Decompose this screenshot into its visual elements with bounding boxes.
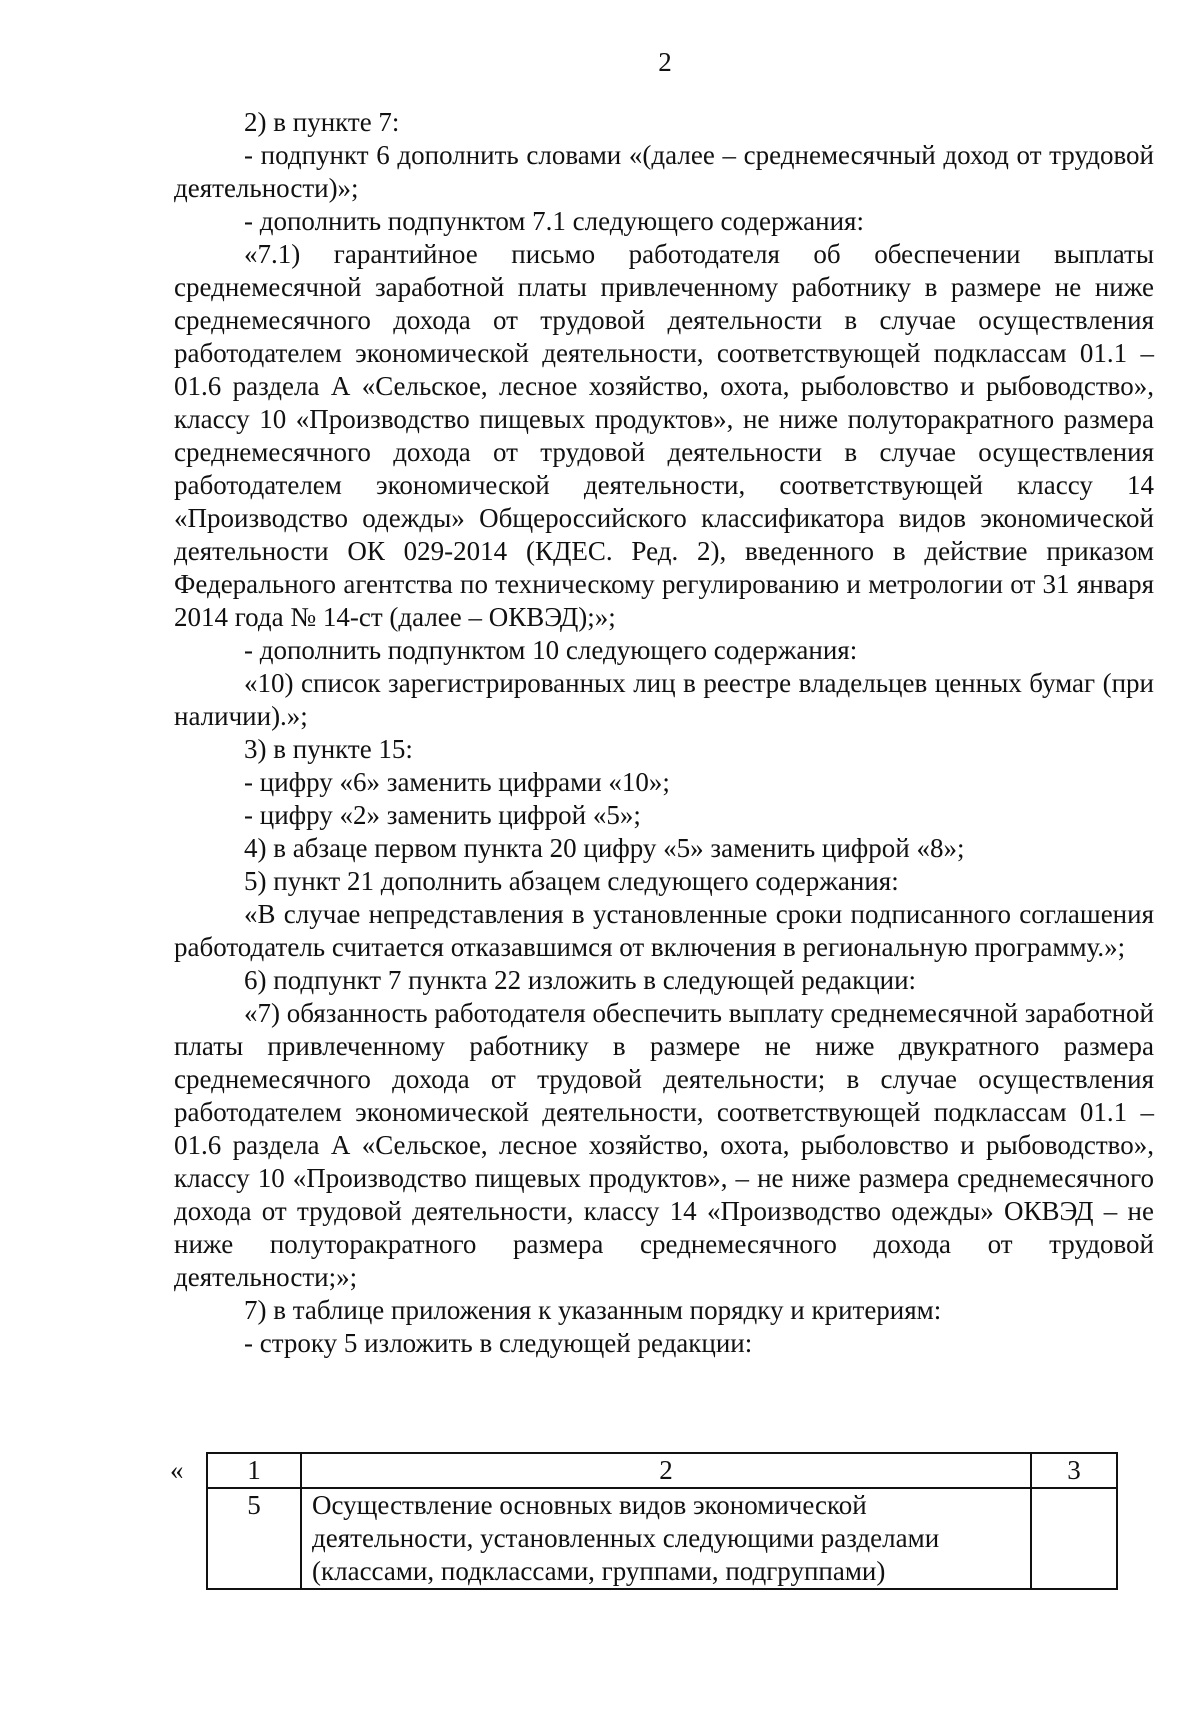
row-empty-cell — [1031, 1488, 1117, 1589]
paragraph: 6) подпункт 7 пункта 22 изложить в следующей редакции: — [244, 965, 917, 995]
document-body — [174, 106, 1154, 1360]
paragraph: - подпункт 6 дополнить словами «(далее – среднемесячный доход от трудовой деятельности)»; — [174, 140, 1154, 203]
row-text-line: деятельности, установленных следующими разделами — [312, 1523, 940, 1553]
paragraph: 4) в абзаце первом пункта 20 цифру «5» заменить цифрой «8»; — [244, 833, 965, 863]
page-number: 2 — [658, 47, 672, 77]
table-header-row — [207, 1453, 1117, 1488]
paragraph: 2) в пункте 7: — [244, 107, 400, 137]
table-row — [207, 1488, 1117, 1589]
paragraph: - цифру «2» заменить цифрой «5»; — [244, 800, 641, 830]
row-text-line: Осуществление основных видов экономической — [312, 1490, 867, 1520]
table-header-cell: 1 — [207, 1453, 301, 1488]
appendix-table — [206, 1452, 1118, 1590]
paragraph: - цифру «6» заменить цифрами «10»; — [244, 767, 670, 797]
table-open-quote: « — [170, 1455, 184, 1485]
paragraph: - дополнить подпунктом 10 следующего содержания: — [244, 635, 858, 665]
paragraph: 7) в таблице приложения к указанным порядку и критериям: — [244, 1295, 942, 1325]
table-header-cell: 2 — [301, 1453, 1031, 1488]
paragraph: «7.1) гарантийное письмо работодателя об обеспечении выплаты среднемесячной заработной платы привлеченному работнику в размере не ниже среднемесячного дохода от трудовой деятельности в случае осуществления работодателем экономической деятельности, соответствующей подклассам 01.1 – 01.6 раздела А «Сельское, лесное хозяйство, охота, рыболовство и рыбоводство», классу 10 «Производство пищевых продуктов», не ниже полуторакратного размера среднемесячного дохода от трудовой деятельности в случае осуществления работодателем экономической деятельности, соответствующей классу 14 «Производство одежды» Общероссийского классификатора видов экономической деятельности ОК 029-2014 (КДЕС. Ред. 2), введенного в действие приказом Федерального агентства по техническому регулированию и метрологии от 31 января 2014 года № 14-ст (далее – ОКВЭД);»; — [174, 239, 1154, 632]
paragraph: 5) пункт 21 дополнить абзацем следующего содержания: — [244, 866, 899, 896]
row-text-cell — [301, 1488, 1031, 1589]
row-text-line: (классами, подклассами, группами, подгруппами) — [312, 1556, 886, 1586]
paragraph: «В случае непредставления в установленные сроки подписанного соглашения работодатель считается отказавшимся от включения в региональную программу.»; — [174, 899, 1154, 962]
paragraph: 3) в пункте 15: — [244, 734, 413, 764]
paragraph: - дополнить подпунктом 7.1 следующего содержания: — [244, 206, 864, 236]
table-header-cell: 3 — [1031, 1453, 1117, 1488]
paragraph: «10) список зарегистрированных лиц в реестре владельцев ценных бумаг (при наличии).»; — [174, 668, 1154, 731]
row-number-cell: 5 — [207, 1488, 301, 1589]
paragraph: «7) обязанность работодателя обеспечить выплату среднемесячной заработной платы привлеченному работнику в размере не ниже двукратного размера среднемесячного дохода от трудовой деятельности; в случае осуществления работодателем экономической деятельности, соответствующей подклассам 01.1 – 01.6 раздела А «Сельское, лесное хозяйство, охота, рыболовство и рыбоводство», классу 10 «Производство пищевых продуктов», – не ниже размера среднемесячного дохода от трудовой деятельности, классу 14 «Производство одежды» ОКВЭД – не ниже полуторакратного размера среднемесячного дохода от трудовой деятельности;»; — [174, 998, 1154, 1292]
paragraph: - строку 5 изложить в следующей редакции: — [244, 1328, 753, 1358]
